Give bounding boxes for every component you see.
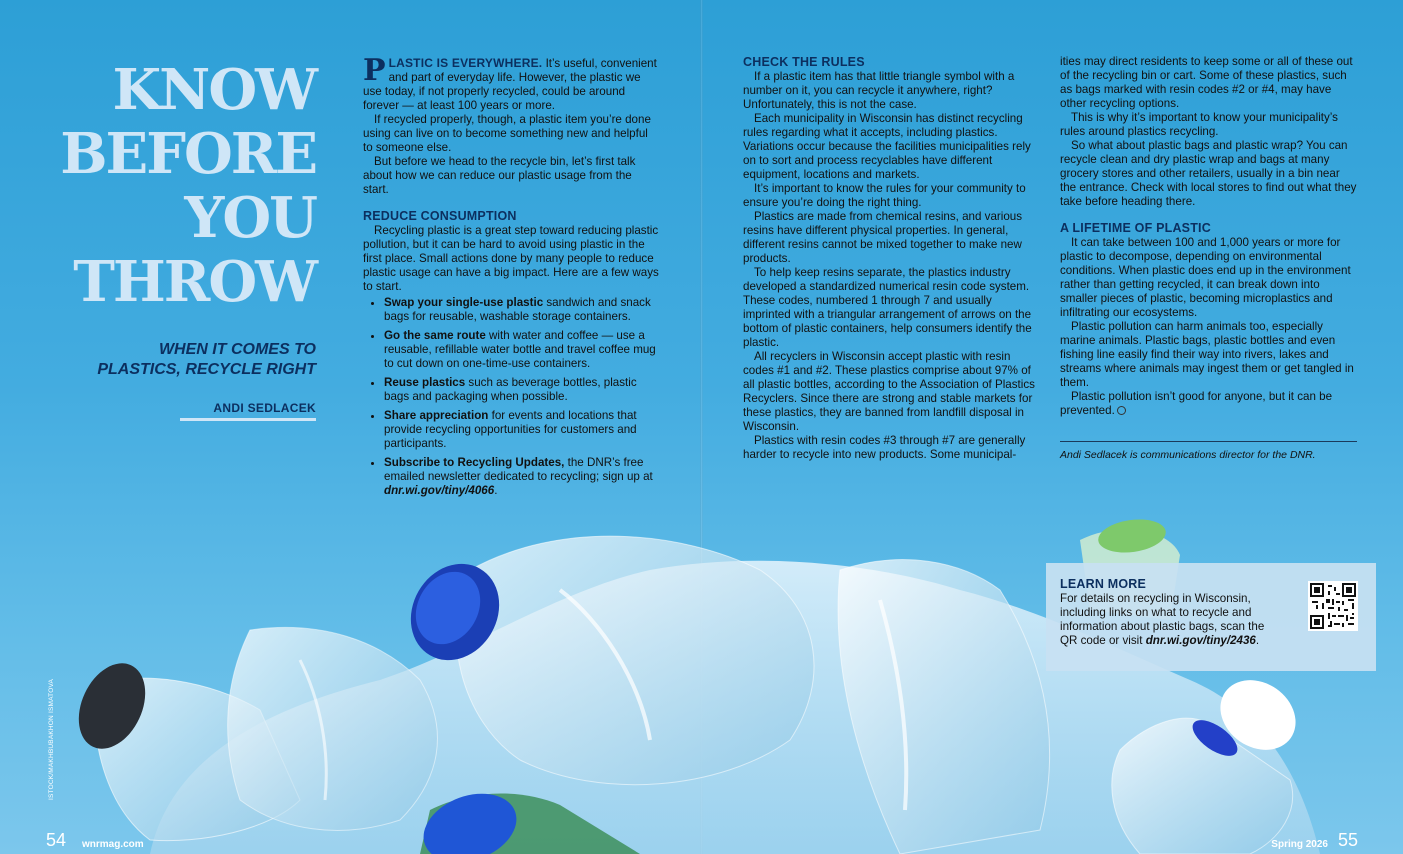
learn-more-title: LEARN MORE — [1060, 577, 1147, 591]
site-url: wnrmag.com — [82, 839, 144, 850]
paragraph: It’s important to know the rules for your community to ensure you’re doing the right thing. — [743, 182, 1026, 209]
list-item — [384, 329, 659, 371]
article-column-3 — [1060, 55, 1357, 418]
paragraph: But before we head to the recycle bin, let’s first talk about how we can reduce our plastic usage from the start. — [363, 155, 636, 196]
paragraph: Plastic pollution can harm animals too, especially marine animals. Plastic bags, plastic bottles and even fishing line easily find their way into rivers, lakes and streams where animals may ingest them or get tangled in them. — [1060, 320, 1354, 389]
bio-divider — [1060, 441, 1357, 442]
paragraph: Recycling plastic is a great step toward reducing plastic pollution, but it can be hard to avoid using plastic in the first place. Small actions done by many people to reduce plastic usage can have a big impact. Here are a few ways to start. — [363, 224, 659, 293]
tip-text: with water and coffee — use a reusable, refillable water bottle and travel coffee mug to cut down on one-time-use containers. — [384, 329, 656, 370]
subhead-line: WHEN IT COMES TO — [158, 341, 316, 358]
list-item — [384, 296, 659, 324]
section-heading-lifetime: A LIFETIME OF PLASTIC — [1060, 221, 1211, 235]
page-number-left: 54 — [46, 830, 67, 850]
crumpled-bottle — [228, 627, 438, 830]
list-item — [384, 376, 659, 404]
paragraph: Plastics are made from chemical resins, and various resins have different physical properties. In general, different resins cannot be mixed together to make new products. — [743, 210, 1023, 265]
qr-code-icon[interactable] — [1308, 581, 1358, 631]
tip-bold: Reuse plastics — [384, 376, 466, 389]
paragraph: Plastics with resin codes #3 through #7 are generally harder to recycle into new products. Some municipal- — [743, 434, 1026, 461]
tip-end: . — [494, 484, 498, 497]
learn-more-text — [1060, 592, 1275, 648]
headline-line: KNOW — [112, 57, 316, 123]
tip-bold: Swap your single-use plastic — [384, 296, 544, 309]
paragraph: So what about plastic bags and plastic wrap? You can recycle clean and dry plastic wrap and bags at many grocery stores and other retailers, usually in a bin near the entrance. Check with local stores to find out what they take before heading there. — [1060, 139, 1357, 208]
photo-credit: ISTOCK/MAKHBUBAKHON ISMATOVA — [48, 678, 55, 800]
paragraph: Each municipality in Wisconsin has distinct recycling rules regarding what it accepts, including plastics. Variations occur because the facilities municipalities rely on to sort and process recyclables have different equipment, locations and markets. — [743, 112, 1031, 181]
paragraph — [1060, 390, 1357, 418]
tip-bold: Share appreciation — [384, 409, 489, 422]
headline-line: THROW — [73, 249, 316, 315]
intro-paragraph — [363, 53, 659, 113]
paragraph-text: Plastic pollution isn’t good for anyone, but it can be prevented. — [1060, 390, 1333, 417]
tip-text: such as beverage bottles, plastic bags and packaging when possible. — [384, 376, 637, 403]
end-mark-icon — [1117, 406, 1126, 415]
subhead — [60, 340, 316, 380]
subhead-line: PLASTICS, RECYCLE RIGHT — [97, 361, 316, 378]
tip-bold: Go the same route — [384, 329, 486, 342]
tip-text: the DNR’s free emailed newsletter dedicated to recycling; sign up at — [384, 456, 653, 483]
byline: ANDI SEDLACEK — [180, 401, 316, 421]
paragraph: ities may direct residents to keep some or all of these out of the recycling bin or cart. Some of these plastics, such as bags marked with resin codes #2 or #4, may have other recycling options. — [1060, 55, 1353, 110]
paragraph: To help keep resins separate, the plastics industry developed a standardized numerical resin code system. These codes, numbered 1 through 7 and usually imprinted with a triangular arrangement of arrows on the bottom of plastic containers, help consumers identify the plastic. — [743, 266, 1032, 349]
learn-more-link[interactable]: dnr.wi.gov/tiny/2436 — [1145, 634, 1256, 647]
paragraph-text: It’s useful, convenient and part of everyday life. However, the plastic we use today, if not properly recycled, could be around forever — at least 100 years or more. — [363, 57, 657, 112]
tips-list — [363, 296, 659, 498]
list-item — [384, 409, 659, 451]
paragraph: It can take between 100 and 1,000 years or more for plastic to decompose, depending on environmental conditions. When plastic does end up in the environment rather than getting recycled, it can break down into smaller pieces of plastic, becoming microplastics and infiltrating our ecosystems. — [1060, 236, 1351, 319]
crushed-bottle — [456, 536, 814, 785]
plastic-bottles-photo — [0, 510, 1403, 854]
tip-text: sandwich and snack bags for reusable, washable storage containers. — [384, 296, 651, 323]
section-heading-reduce: REDUCE CONSUMPTION — [363, 209, 517, 223]
headline-line: YOU — [184, 185, 316, 251]
issue-label: Spring 2026 — [1271, 839, 1328, 850]
learn-more-end: . — [1255, 634, 1260, 647]
page-number-right: 55 — [1337, 830, 1358, 850]
author-bio: Andi Sedlacek is communications director for the DNR. — [1060, 449, 1316, 461]
learn-more-body: For details on recycling in Wisconsin, including links on what to recycle and information about plastic bags, scan the QR code or visit — [1060, 592, 1265, 647]
article-column-1 — [363, 53, 659, 503]
paragraph: If recycled properly, though, a plastic item you’re done using can live on to become something new and helpful to someone else. — [363, 113, 651, 154]
lead-in: LASTIC IS EVERYWHERE. — [388, 56, 543, 70]
tip-bold: Subscribe to Recycling Updates, — [384, 456, 565, 469]
paragraph: All recyclers in Wisconsin accept plastic with resin codes #1 and #2. These plastics comprise about 97% of all plastic bottles, according to the Association of Plastics Recyclers. Since there are strong and stable markets for these plastics, they are banned from landfill disposal in Wisconsin. — [743, 350, 1035, 433]
paragraph: This is why it’s important to know your municipality’s rules around plastics recycling. — [1060, 111, 1338, 138]
headline-line: BEFORE — [60, 121, 316, 187]
paragraph: If a plastic item has that little triangle symbol with a number on it, you can recycle it anywhere, right? Unfortunately, this is not the case. — [743, 70, 1015, 111]
tip-text: for events and locations that provide recycling opportunities for customers and participants. — [384, 409, 637, 450]
article-column-2 — [743, 55, 1041, 462]
learn-more-box — [1046, 563, 1376, 671]
drop-cap: P — [363, 53, 386, 88]
subscribe-link[interactable]: dnr.wi.gov/tiny/4066 — [384, 484, 495, 497]
headline — [40, 58, 316, 314]
list-item — [384, 456, 659, 498]
section-heading-rules: CHECK THE RULES — [743, 55, 865, 69]
